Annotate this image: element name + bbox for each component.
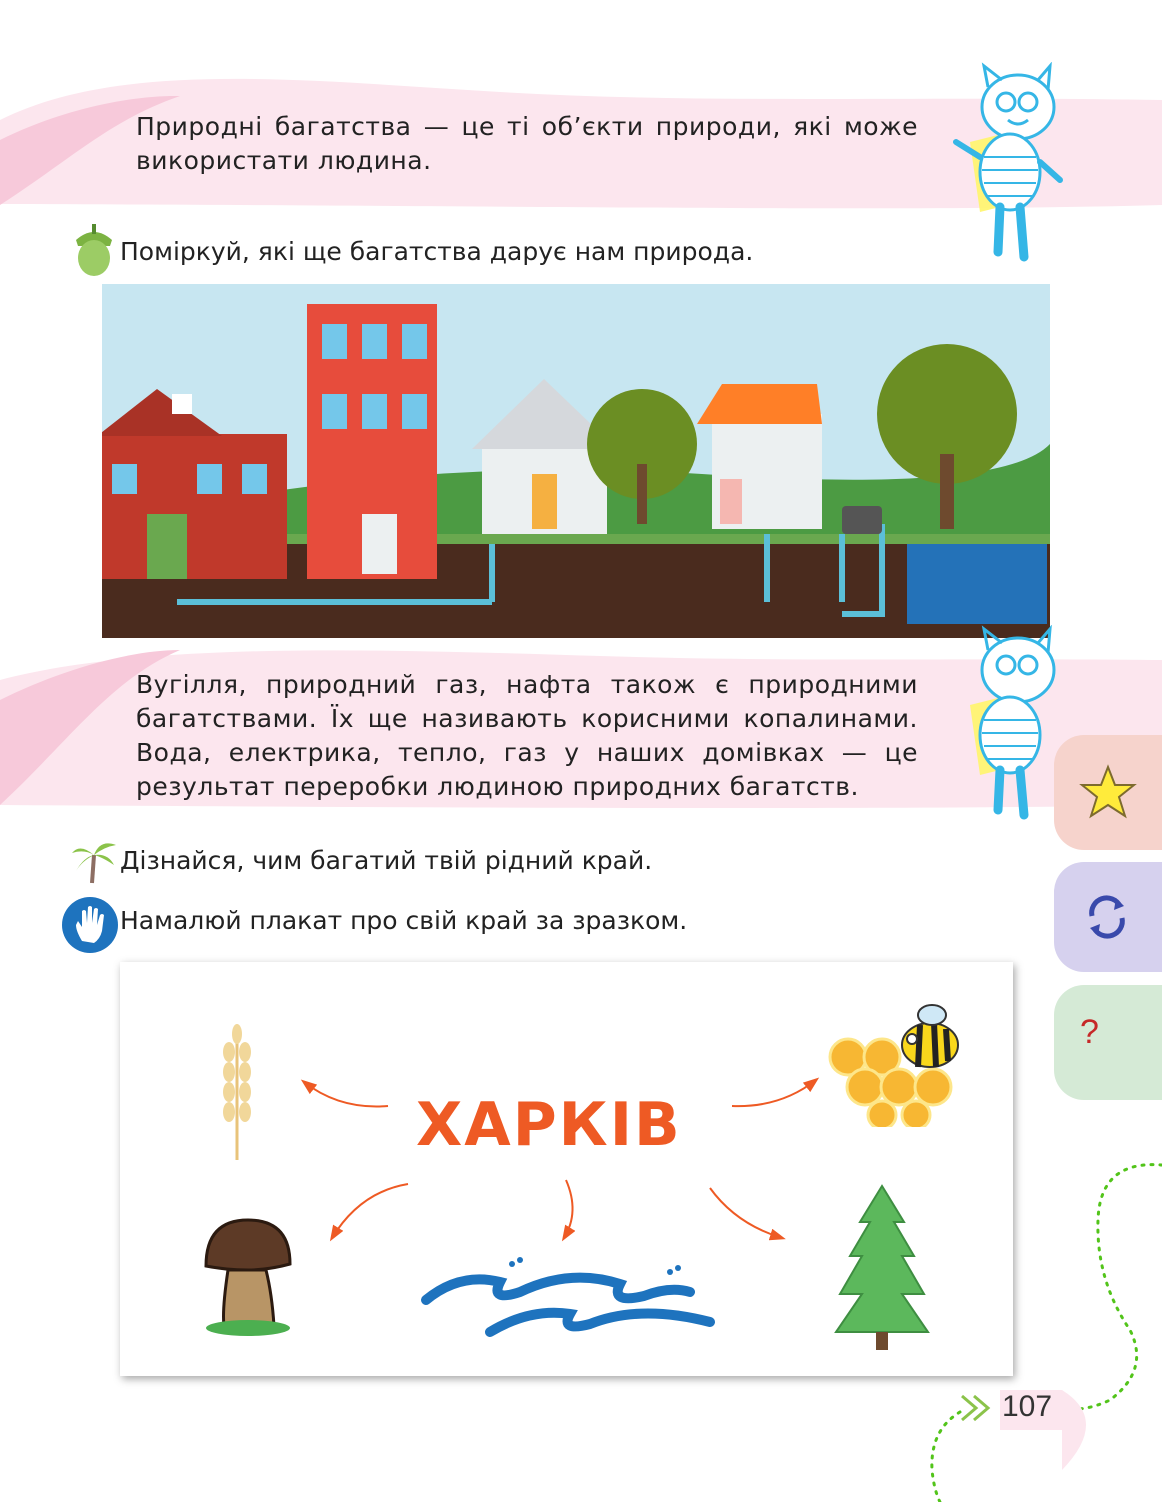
- task-learn: Дізнайся, чим багатий твій рідний край.: [120, 846, 653, 875]
- poster-city-name: ХАРКІВ: [416, 1090, 682, 1160]
- definition-text: Природні багатства — це ті об’єкти природи, які може використати людина.: [136, 112, 918, 175]
- question-label: ?: [1080, 1013, 1099, 1051]
- page-number: 107: [1002, 1390, 1053, 1423]
- task-think: Поміркуй, які ще багатства дарує нам природа.: [120, 237, 754, 266]
- minerals-text: Вугілля, природний газ, нафта також є природними багатствами. Їх ще називають корисними копалинами. Вода, електрика, тепло, газ у наших домівках — це результат переробки людиною природних багатств.: [136, 670, 918, 801]
- task-draw: Намалюй плакат про свій край за зразком.: [120, 906, 688, 935]
